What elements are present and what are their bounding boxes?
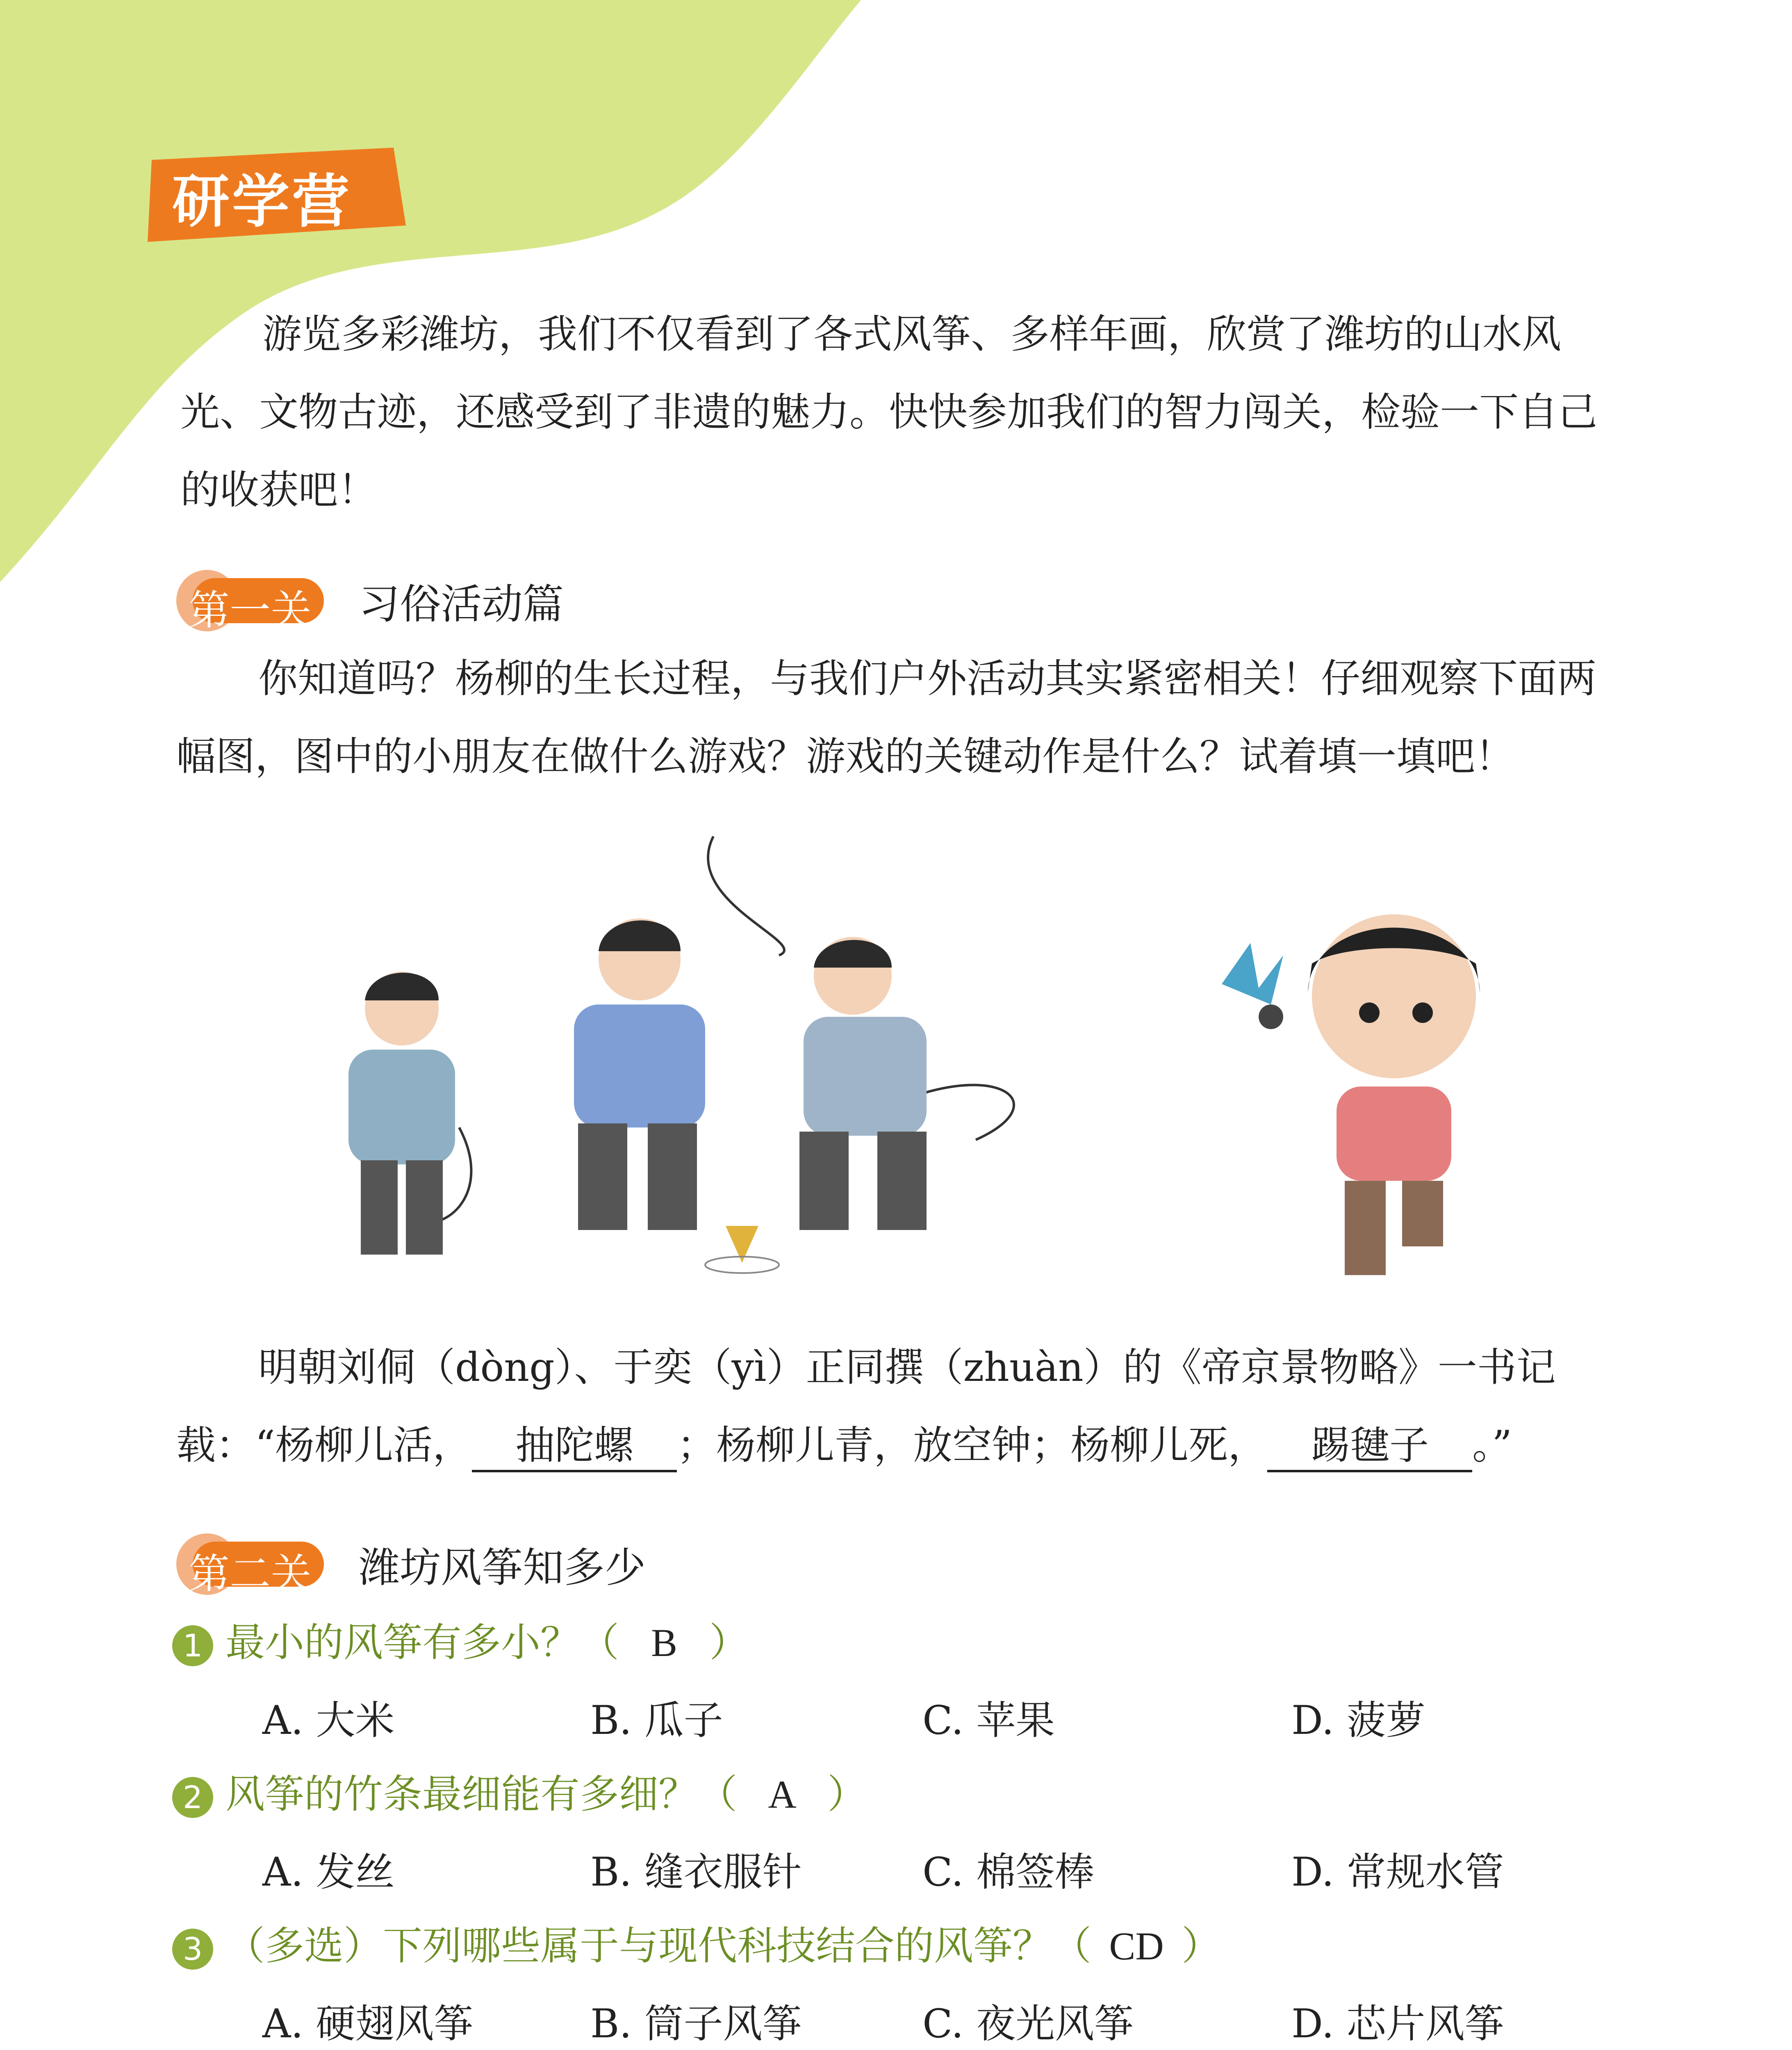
quote-line-2: 载：“杨柳儿活， 抽陀螺 ；杨柳儿青，放空钟；杨柳儿死， 踢毽子 。” bbox=[176, 1406, 1636, 1484]
level1-header bbox=[176, 570, 564, 634]
question-1-answer: B bbox=[651, 1621, 678, 1665]
level2-tag: 第二关 bbox=[176, 1533, 332, 1595]
section-title-badge bbox=[148, 148, 410, 242]
q2-option-d: D. 常规水管 bbox=[1291, 1849, 1504, 1895]
q3-option-b: B. 筒子风筝 bbox=[590, 2001, 802, 2047]
intro-paragraph: 游览多彩潍坊，我们不仅看到了各式风筝、多样年画，欣赏了潍坊的山水风光、文物古迹，还感受到了非遗的魅力。快快参加我们的智力闯关，检验一下自己的收获吧！ bbox=[180, 311, 1597, 513]
q3-option-c: C. 夜光风筝 bbox=[922, 2001, 1134, 2047]
q1-option-c: C. 苹果 bbox=[922, 1697, 1055, 1743]
level2-header bbox=[176, 1533, 646, 1598]
q3-option-a: A. 硬翅风筝 bbox=[262, 2001, 474, 2047]
q2-option-b: B. 缝衣服针 bbox=[590, 1849, 802, 1895]
level2-title: 潍坊风筝知多少 bbox=[359, 1544, 646, 1592]
q2-option-c: C. 棉签棒 bbox=[922, 1849, 1095, 1895]
question-3: 3 （多选）下列哪些属于与现代科技结合的风筝？（ CD ） bbox=[172, 1915, 1221, 1971]
q1-option-d: D. 菠萝 bbox=[1291, 1697, 1425, 1743]
question-2-answer: A bbox=[768, 1772, 797, 1816]
quote-line-1: 明朝刘侗（dòng）、于奕（yì）正同撰（zhuàn）的《帝京景物略》一书记 bbox=[258, 1344, 1556, 1390]
question-2: 2 风筝的竹条最细能有多细？（ A ） bbox=[172, 1763, 867, 1819]
q1-option-a: A. 大米 bbox=[262, 1697, 395, 1743]
girl-shuttlecock-illustration bbox=[1189, 882, 1583, 1292]
question-3-answer: CD bbox=[1109, 1924, 1164, 1968]
children-spinning-tops-illustration bbox=[279, 820, 1263, 1312]
blank-1-answer: 抽陀螺 bbox=[472, 1421, 677, 1472]
q3-option-d: D. 芯片风筝 bbox=[1291, 2001, 1504, 2047]
blank-2-answer: 踢毽子 bbox=[1267, 1421, 1472, 1472]
level1-title: 习俗活动篇 bbox=[359, 580, 564, 628]
question-1: 1 最小的风筝有多小？（ B ） bbox=[172, 1611, 749, 1667]
level1-prompt: 你知道吗？杨柳的生长过程，与我们户外活动其实紧密相关！仔细观察下面两幅图，图中的小朋友在做什么游戏？游戏的关键动作是什么？试着填一填吧！ bbox=[176, 656, 1596, 779]
q1-option-b: B. 瓜子 bbox=[590, 1697, 723, 1743]
page-title: 研学营 bbox=[172, 169, 352, 235]
q2-option-a: A. 发丝 bbox=[262, 1849, 395, 1895]
level1-tag: 第一关 bbox=[176, 570, 332, 631]
